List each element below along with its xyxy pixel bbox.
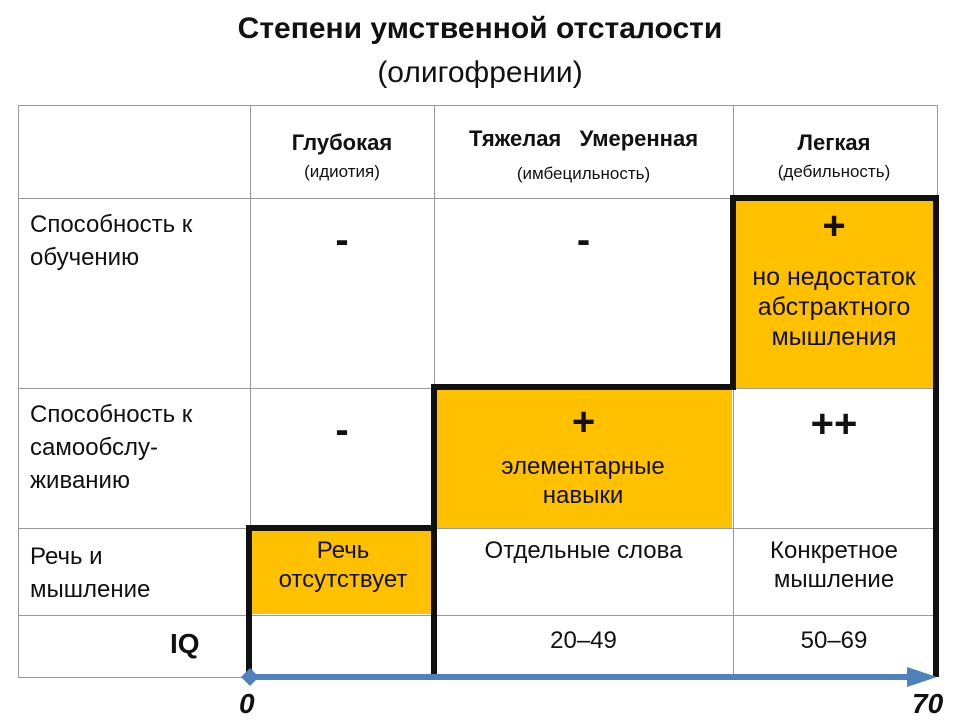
page-title: Степени умственной отсталости: [237, 12, 723, 45]
page-subtitle: (олигофрении): [377, 56, 583, 89]
learning-mild-text: но недостаток абстрактного мышления: [752, 263, 916, 351]
iq-axis-min-label: 0: [239, 688, 255, 719]
learning-mild-sign: +: [822, 204, 846, 248]
selfcare-moderate-sign: +: [571, 400, 596, 444]
learning-deep-value: -: [335, 218, 349, 262]
selfcare-deep-value: -: [335, 408, 349, 452]
speech-deep-value: Речь отсутствует: [278, 537, 408, 593]
selfcare-mild-value: ++: [810, 402, 858, 446]
selfcare-moderate-text: элементарные навыки: [501, 453, 665, 509]
header-deep-sub: (идиотия): [304, 162, 380, 181]
row-label-speech: Речь и мышление: [30, 543, 151, 603]
header-mild: Легкая: [797, 130, 871, 155]
header-deep: Глубокая: [291, 130, 393, 155]
iq-moderate-value: 20–49: [550, 627, 617, 654]
iq-axis-max-label: 70: [912, 688, 944, 719]
iq-mild-value: 50–69: [800, 627, 868, 654]
header-mild-sub: (дебильность): [777, 162, 891, 181]
speech-mild-value: Конкретное мышление: [770, 537, 898, 593]
row-label-selfcare: Способность к самообслу-живанию: [30, 401, 193, 494]
header-moderate: Тяжелая Умеренная: [468, 126, 699, 151]
row-label-iq: IQ: [170, 628, 200, 659]
speech-moderate-value: Отдельные слова: [484, 537, 683, 564]
row-label-learning: Способность к обучению: [30, 211, 193, 271]
learning-moderate-value: -: [576, 218, 591, 262]
header-moderate-sub: (имбецильность): [516, 164, 651, 183]
